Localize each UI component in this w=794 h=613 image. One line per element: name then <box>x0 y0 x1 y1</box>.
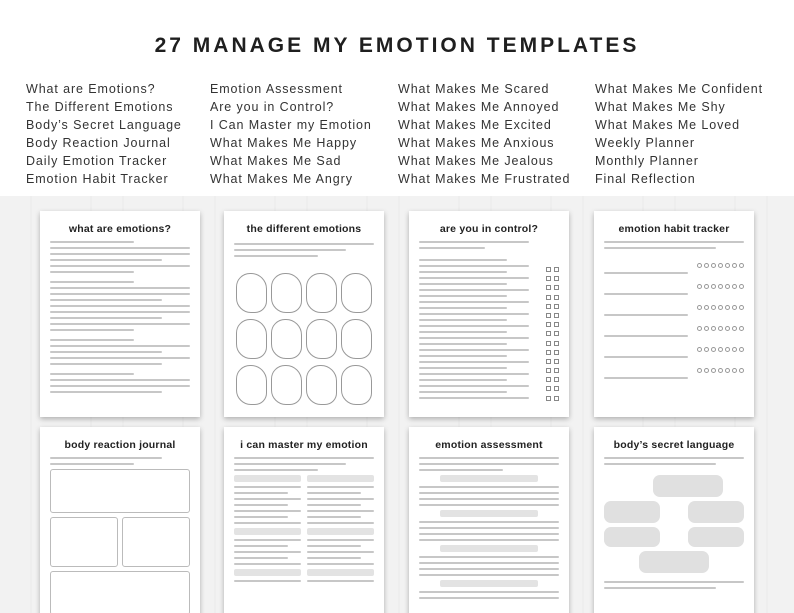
preview-title: are you in control? <box>439 223 539 235</box>
preview-text-lines <box>234 243 374 261</box>
list-item: What Makes Me Sad <box>210 154 342 168</box>
preview-title: body’s secret language <box>613 439 735 451</box>
list-item: Final Reflection <box>595 172 696 186</box>
preview-title: the different emotions <box>246 223 362 235</box>
template-list-col-1 <box>26 80 182 188</box>
preview-body-map <box>604 457 744 593</box>
preview-title: what are emotions? <box>68 223 172 235</box>
preview-text-lines <box>50 241 190 397</box>
list-item: The Different Emotions <box>26 100 174 114</box>
preview-tracker-rows <box>604 241 744 383</box>
list-item: What Makes Me Loved <box>595 118 740 132</box>
list-item: What Makes Me Anxious <box>398 136 555 150</box>
list-item: I Can Master my Emotion <box>210 118 372 132</box>
preview-the-different-emotions <box>224 211 384 417</box>
preview-title: i can master my emotion <box>240 439 368 451</box>
list-item: What Makes Me Scared <box>398 82 550 96</box>
list-item: What Makes Me Happy <box>210 136 358 150</box>
list-item: Are you in Control? <box>210 100 335 114</box>
preview-emotion-assessment <box>409 427 569 613</box>
preview-assessment-lines <box>419 457 559 603</box>
list-item: Daily Emotion Tracker <box>26 154 168 168</box>
preview-question-lines <box>419 241 529 403</box>
preview-emotion-habit-tracker <box>594 211 754 417</box>
list-item: What Makes Me Annoyed <box>398 100 560 114</box>
preview-journal-boxes <box>50 457 190 613</box>
list-item: What Makes Me Excited <box>398 118 552 132</box>
list-item: Emotion Assessment <box>210 82 343 96</box>
list-item: Weekly Planner <box>595 136 695 150</box>
list-item: What Makes Me Shy <box>595 100 726 114</box>
preview-checklist <box>234 457 374 586</box>
preview-bodys-secret-language <box>594 427 754 613</box>
list-item: Monthly Planner <box>595 154 699 168</box>
list-item: Body’s Secret Language <box>26 118 182 132</box>
preview-i-can-master-my-emotion <box>224 427 384 613</box>
list-item: Body Reaction Journal <box>26 136 171 150</box>
yes-no-checkboxes <box>543 259 559 397</box>
preview-are-you-in-control <box>409 211 569 417</box>
list-item: What are Emotions? <box>26 82 156 96</box>
list-item: What Makes Me Angry <box>210 172 353 186</box>
template-list-col-2 <box>210 80 372 188</box>
preview-body-reaction-journal <box>40 427 200 613</box>
list-item: Emotion Habit Tracker <box>26 172 169 186</box>
page-title: 27 MANAGE MY EMOTION TEMPLATES <box>154 34 640 57</box>
list-item: What Makes Me Jealous <box>398 154 554 168</box>
preview-title: body reaction journal <box>64 439 176 451</box>
preview-title: emotion habit tracker <box>618 223 730 235</box>
emotion-bubbles <box>236 273 372 405</box>
template-list-col-3 <box>398 80 570 188</box>
list-item: What Makes Me Confident <box>595 82 763 96</box>
preview-title: emotion assessment <box>435 439 543 451</box>
preview-what-are-emotions <box>40 211 200 417</box>
list-item: What Makes Me Frustrated <box>398 172 571 186</box>
template-list-col-4 <box>595 80 763 188</box>
